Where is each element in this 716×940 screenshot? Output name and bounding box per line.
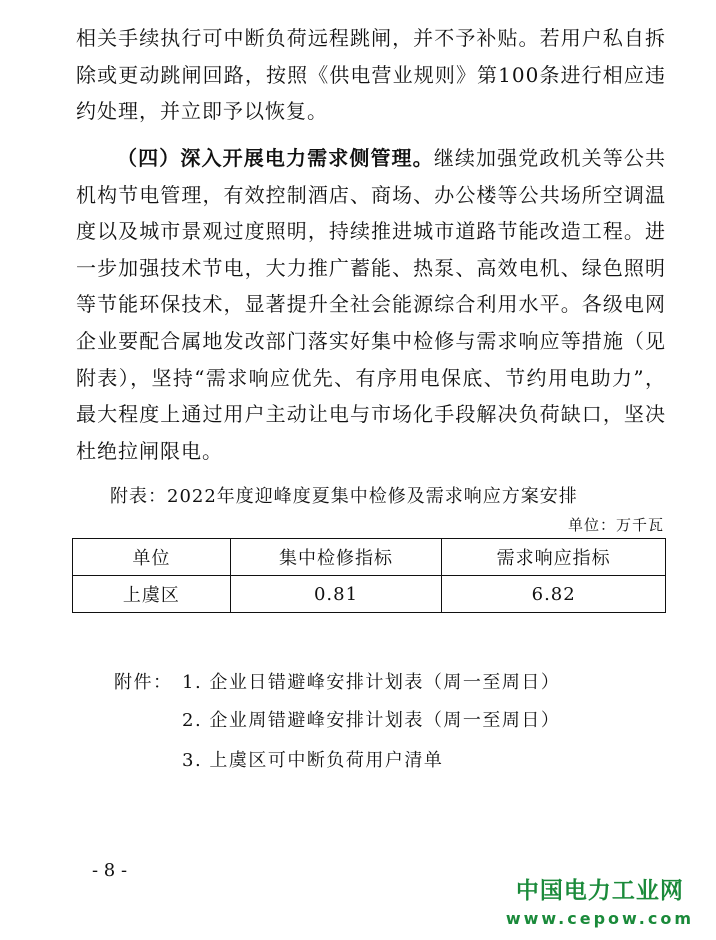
schedule-table [72, 538, 666, 613]
table-cell: 0.81 [230, 576, 442, 613]
attachments-label: 附件： [114, 672, 173, 693]
table-unit: 单位：万千瓦 [567, 516, 664, 534]
table-header-cell: 单位 [73, 539, 231, 576]
attachment-item: 3. 上虞区可中断负荷用户清单 [182, 750, 444, 771]
body-paragraph-1: 相关手续执行可中断负荷远程跳闸，并不予补贴。若用户私自拆除或更动跳闸回路，按照《供电营业规则》第100条进行相应违约处理，并立即予以恢复。 [76, 26, 666, 124]
watermark [506, 872, 694, 928]
table-cell: 6.82 [442, 576, 666, 613]
table-cell: 上虞区 [73, 576, 231, 613]
section-body: 继续加强党政机关等公共机构节电管理，有效控制酒店、商场、办公楼等公共场所空调温度以及城市景观过度照明，持续推进城市道路节能改造工程。进一步加强技术节电，大力推广蓄能、热泵、高效电机、绿色照明等节能环保技术，显著提升全社会能源综合利用水平。各级电网企业要配合属地发改部门落实好集中检修与需求响应等措施（见附表），坚持“需求响应优先、有序用电保底、节约用电助力”，最大程度上通过用户主动让电与市场化手段解决负荷缺口，坚决杜绝拉闸限电。 [76, 146, 667, 463]
table-caption: 附表：2022年度迎峰度夏集中检修及需求响应方案安排 [110, 486, 578, 507]
attachment-item: 1. 企业日错避峰安排计划表（周一至周日） [182, 672, 561, 693]
page-number: - 8 - [92, 860, 128, 881]
attachment-item: 2. 企业周错避峰安排计划表（周一至周日） [182, 710, 561, 731]
watermark-name: 中国电力工业网 [515, 878, 684, 904]
body-paragraph-2 [76, 140, 666, 469]
watermark-url: www.cepow.com [505, 909, 694, 928]
table-header-cell: 需求响应指标 [442, 539, 666, 576]
table-header-row [73, 539, 666, 576]
table-header-cell: 集中检修指标 [230, 539, 442, 576]
section-heading: （四）深入开展电力需求侧管理。 [117, 146, 434, 170]
table-row [73, 576, 666, 613]
